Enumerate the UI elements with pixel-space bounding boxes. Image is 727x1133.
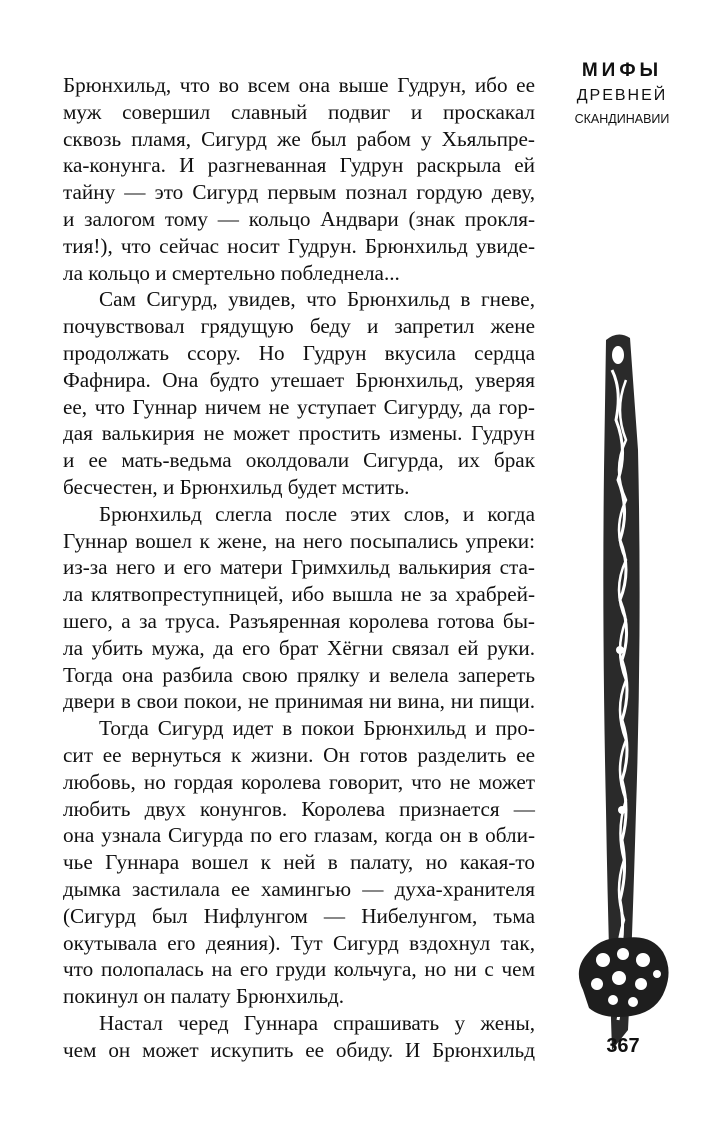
text-line: сит ее вернуться к жизни. Он готов разделить ее: [63, 742, 535, 767]
round-ornament-icon: [573, 930, 673, 1020]
text-line: тия!), что сейчас носит Гудрун. Брюнхильд увиде-: [63, 233, 535, 258]
text-line: дымка застилала ее хамингью — духа-хранителя: [63, 876, 535, 901]
text-line: ла клятвопреступницей, ибо вышла не за храбрей-: [63, 582, 535, 607]
text-line: продолжать ссору. Но Гудрун вкусила сердца: [63, 340, 535, 365]
text-line: Тогда она разбила свою прялку и велела запереть: [63, 662, 535, 687]
text-line: Сам Сигурд, увидев, что Брюнхильд в гневе,: [99, 287, 535, 312]
text-line: Гуннар вошел к жене, на него посыпались упреки:: [63, 528, 535, 553]
text-line: Брюнхильд, что во всем она выше Гудрун, ибо ее: [63, 73, 535, 97]
text-line: двери в свои покои, не принимая ни вина, ни пищи.: [63, 689, 535, 714]
text-line: шего, а за труса. Разъяренная королева готова бы-: [63, 608, 535, 633]
text-line: она узнала Сигурда по его глазам, когда он в обли-: [63, 823, 535, 848]
text-line: Настал черед Гуннара спрашивать у жены,: [99, 1010, 535, 1035]
text-line: и ее мать-ведьма околдовали Сигурда, их брак: [63, 448, 535, 473]
text-line: почувствовал грядущую беду и запретил жене: [63, 314, 535, 339]
text-line: ла кольцо и смертельно побледнела...: [63, 260, 400, 285]
text-line: любовь, но гордая королева говорит, что не может: [63, 769, 535, 794]
text-line: (Сигурд был Нифлунгом — Нибелунгом, тьма: [63, 903, 535, 928]
text-line: ка-конунга. И разгневанная Гудрун раскрыла ей: [63, 153, 535, 178]
text-line: Брюнхильд слегла после этих слов, и когда: [99, 501, 535, 526]
text-line: Тогда Сигурд идет в покои Брюнхильд и про-: [99, 716, 535, 741]
header-title-top: МИФЫ: [581, 60, 663, 81]
header-title-mid: ДРЕВНЕЙ: [576, 87, 668, 104]
text-line: и залогом тому — кольцо Андвари (знак прокля-: [63, 206, 535, 231]
text-line: чем он может искупить ее обиду. И Брюнхильд: [63, 1037, 535, 1062]
text-line: любить двух конунгов. Королева признается —: [63, 796, 535, 821]
text-line: покинул он палату Брюнхильд.: [63, 984, 345, 1009]
text-line: ла убить мужа, да его брат Хёгни связал ей руки.: [63, 635, 535, 660]
text-line: муж совершил славный подвиг и проскакал: [63, 99, 535, 124]
text-line: сквозь пламя, Сигурд же был рабом у Хьяльпре-: [63, 126, 535, 151]
text-line: ее, что Гуннар ничем не уступает Сигурду, да гор-: [63, 394, 535, 419]
header-title-bottom: СКАНДИНАВИИ: [574, 112, 670, 126]
text-line: что полопалась на его груди кольчуга, но ни с чем: [63, 957, 535, 982]
running-header: [572, 58, 672, 130]
text-line: чье Гуннара вошел к ней в палату, но какая-то: [63, 850, 535, 875]
text-line: дая валькирия не может простить измены. Гудрун: [63, 421, 535, 446]
body-text: [63, 72, 535, 1063]
page-number: 367: [606, 1035, 640, 1057]
text-line: Фафнира. Она будто утешает Брюнхильд, уверяя: [63, 367, 535, 392]
text-line: бесчестен, и Брюнхильд будет мстить.: [63, 474, 410, 499]
text-line: тайну — это Сигурд первым познал гордую деву,: [63, 180, 535, 205]
text-line: из-за него и его матери Гримхильд валькирия ста-: [63, 555, 535, 580]
text-line: окутывала его деяния). Тут Сигурд вздохнул так,: [63, 930, 535, 955]
